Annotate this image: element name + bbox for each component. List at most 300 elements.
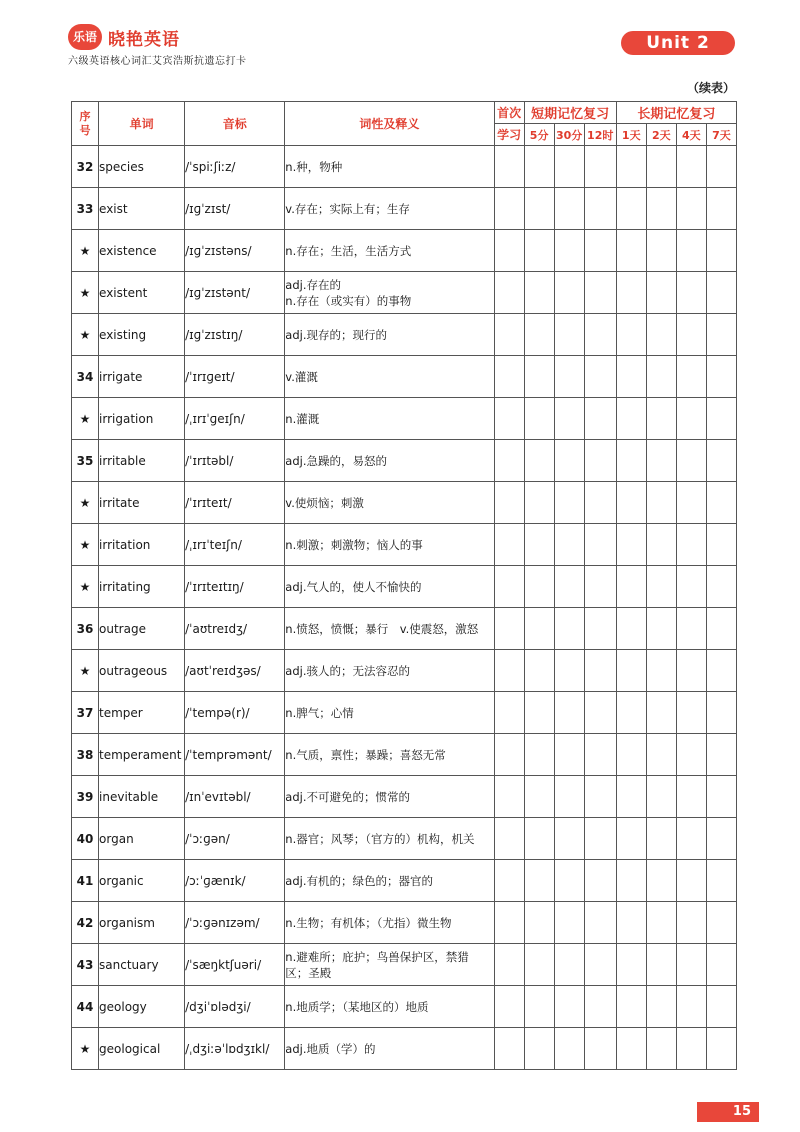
phonetic-cell: /ˈtemprəmənt/ [185, 734, 285, 776]
brand-name: 晓艳英语 [108, 29, 180, 50]
review-checkbox-long [646, 650, 676, 692]
review-checkbox-long [706, 734, 736, 776]
review-checkbox-short [524, 986, 554, 1028]
word-cell: existent [99, 272, 185, 314]
row-number: ★ [72, 650, 99, 692]
review-checkbox-short [554, 314, 584, 356]
meaning-line: adj.现存的；现行的 [285, 327, 387, 342]
review-checkbox-long [706, 146, 736, 188]
word-cell: temper [99, 692, 185, 734]
review-checkbox-short [554, 566, 584, 608]
review-checkbox-short [584, 188, 616, 230]
meaning-cell [285, 860, 494, 902]
review-checkbox-long [706, 230, 736, 272]
table-row [72, 272, 737, 314]
review-checkbox-short [554, 692, 584, 734]
review-checkbox-long [676, 902, 706, 944]
word-cell: irritating [99, 566, 185, 608]
review-checkbox-long [646, 440, 676, 482]
row-number: ★ [72, 1028, 99, 1070]
review-checkbox-long [646, 146, 676, 188]
review-checkbox-short [524, 188, 554, 230]
review-checkbox-short [584, 650, 616, 692]
header-first-bottom: 学习 [494, 124, 524, 146]
review-checkbox-first [494, 524, 524, 566]
word-cell: irrigate [99, 356, 185, 398]
review-checkbox-long [616, 1028, 646, 1070]
meaning-cell [285, 818, 494, 860]
review-checkbox-short [524, 776, 554, 818]
review-checkbox-long [616, 188, 646, 230]
word-cell: geology [99, 986, 185, 1028]
meaning-cell [285, 188, 494, 230]
review-checkbox-first [494, 230, 524, 272]
review-checkbox-long [616, 650, 646, 692]
review-checkbox-short [554, 818, 584, 860]
row-number: 42 [72, 902, 99, 944]
review-checkbox-first [494, 272, 524, 314]
review-checkbox-long [676, 398, 706, 440]
meaning-cell [285, 650, 494, 692]
meaning-cell [285, 272, 494, 314]
review-checkbox-short [584, 314, 616, 356]
word-cell: temperament [99, 734, 185, 776]
phonetic-cell: /ˈspiːʃiːz/ [185, 146, 285, 188]
phonetic-cell: /ɔːˈɡænɪk/ [185, 860, 285, 902]
table-row [72, 398, 737, 440]
review-checkbox-first [494, 608, 524, 650]
review-checkbox-first [494, 692, 524, 734]
review-checkbox-long [616, 440, 646, 482]
word-cell: geological [99, 1028, 185, 1070]
row-number: ★ [72, 314, 99, 356]
meaning-line: n.存在；生活，生活方式 [285, 243, 412, 258]
review-checkbox-short [554, 986, 584, 1028]
phonetic-cell: /ɪnˈevɪtəbl/ [185, 776, 285, 818]
header-long-col: 7天 [706, 124, 736, 146]
header-first-top: 首次 [494, 102, 524, 124]
row-number: 44 [72, 986, 99, 1028]
review-checkbox-first [494, 356, 524, 398]
meaning-cell [285, 944, 494, 986]
review-checkbox-long [706, 482, 736, 524]
review-checkbox-long [676, 1028, 706, 1070]
review-checkbox-short [584, 146, 616, 188]
review-checkbox-long [676, 944, 706, 986]
header-short-term: 短期记忆复习 [524, 102, 616, 124]
meaning-line: n.地质学；（某地区的）地质 [285, 999, 429, 1014]
meaning-cell [285, 440, 494, 482]
meaning-line: v.灌溉 [285, 369, 318, 384]
review-checkbox-long [616, 818, 646, 860]
table-row [72, 776, 737, 818]
review-checkbox-short [554, 650, 584, 692]
review-checkbox-short [554, 146, 584, 188]
header-phonetic: 音标 [185, 102, 285, 146]
review-checkbox-long [616, 524, 646, 566]
review-checkbox-long [706, 692, 736, 734]
row-number: 34 [72, 356, 99, 398]
review-checkbox-short [524, 1028, 554, 1070]
review-checkbox-first [494, 482, 524, 524]
review-checkbox-first [494, 188, 524, 230]
review-checkbox-short [584, 776, 616, 818]
review-checkbox-short [584, 230, 616, 272]
table-row [72, 566, 737, 608]
meaning-cell [285, 146, 494, 188]
review-checkbox-short [524, 398, 554, 440]
phonetic-cell: /ˈɪrɪɡeɪt/ [185, 356, 285, 398]
phonetic-cell: /ɪɡˈzɪstɪŋ/ [185, 314, 285, 356]
vocab-rows [72, 146, 737, 1070]
review-checkbox-long [706, 188, 736, 230]
review-checkbox-long [646, 398, 676, 440]
review-checkbox-short [554, 230, 584, 272]
review-checkbox-long [616, 314, 646, 356]
review-checkbox-long [646, 188, 676, 230]
review-checkbox-short [554, 608, 584, 650]
review-checkbox-long [706, 440, 736, 482]
row-number: ★ [72, 524, 99, 566]
review-checkbox-long [706, 608, 736, 650]
review-checkbox-short [524, 440, 554, 482]
review-checkbox-long [646, 524, 676, 566]
meaning-line: n.存在（或实有）的事物 [285, 293, 412, 308]
header-long-col: 4天 [676, 124, 706, 146]
review-checkbox-long [646, 272, 676, 314]
word-cell: existence [99, 230, 185, 272]
logo-badge-icon: 乐语 [68, 24, 102, 50]
review-checkbox-long [676, 482, 706, 524]
phonetic-cell: /ˈsæŋktʃuəri/ [185, 944, 285, 986]
row-number: ★ [72, 230, 99, 272]
review-checkbox-long [676, 146, 706, 188]
table-row [72, 314, 737, 356]
review-checkbox-short [584, 482, 616, 524]
review-checkbox-short [554, 944, 584, 986]
review-checkbox-short [554, 188, 584, 230]
review-checkbox-long [676, 650, 706, 692]
word-cell: irrigation [99, 398, 185, 440]
table-row [72, 188, 737, 230]
table-row [72, 524, 737, 566]
meaning-cell [285, 1028, 494, 1070]
review-checkbox-long [646, 314, 676, 356]
word-cell: irritate [99, 482, 185, 524]
phonetic-cell: /ˈɔːɡənɪzəm/ [185, 902, 285, 944]
review-checkbox-long [646, 818, 676, 860]
phonetic-cell: /ˈtempə(r)/ [185, 692, 285, 734]
review-checkbox-long [616, 482, 646, 524]
review-checkbox-long [676, 314, 706, 356]
review-checkbox-short [554, 482, 584, 524]
meaning-cell [285, 314, 494, 356]
continued-label: （续表） [686, 81, 735, 95]
table-row [72, 1028, 737, 1070]
table-row [72, 230, 737, 272]
review-checkbox-long [706, 650, 736, 692]
meaning-line: adj.气人的，使人不愉快的 [285, 579, 422, 594]
table-row [72, 146, 737, 188]
review-checkbox-long [676, 860, 706, 902]
phonetic-cell: /ɪɡˈzɪstəns/ [185, 230, 285, 272]
review-checkbox-short [524, 482, 554, 524]
header-short-col: 30分 [554, 124, 584, 146]
review-checkbox-first [494, 986, 524, 1028]
review-checkbox-short [524, 650, 554, 692]
meaning-line: n.灌溉 [285, 411, 320, 426]
review-checkbox-short [524, 356, 554, 398]
meaning-line: adj.骇人的；无法容忍的 [285, 663, 410, 678]
review-checkbox-first [494, 776, 524, 818]
review-checkbox-first [494, 650, 524, 692]
meaning-line: adj.急躁的，易怒的 [285, 453, 387, 468]
review-checkbox-short [584, 860, 616, 902]
review-checkbox-short [524, 272, 554, 314]
review-checkbox-long [616, 692, 646, 734]
meaning-cell [285, 356, 494, 398]
header-word: 单词 [99, 102, 185, 146]
row-number: 37 [72, 692, 99, 734]
review-checkbox-long [616, 734, 646, 776]
meaning-line: 区；圣殿 [285, 965, 332, 980]
review-checkbox-short [554, 272, 584, 314]
meaning-cell [285, 734, 494, 776]
meaning-line: adj.有机的；绿色的；器官的 [285, 873, 433, 888]
meaning-cell [285, 524, 494, 566]
meaning-cell [285, 230, 494, 272]
review-checkbox-first [494, 902, 524, 944]
review-checkbox-short [554, 1028, 584, 1070]
vocab-table [71, 101, 737, 1070]
review-checkbox-long [646, 986, 676, 1028]
review-checkbox-long [646, 692, 676, 734]
word-cell: irritable [99, 440, 185, 482]
review-checkbox-long [676, 524, 706, 566]
review-checkbox-long [616, 398, 646, 440]
review-checkbox-long [646, 608, 676, 650]
meaning-line: adj.不可避免的；惯常的 [285, 789, 410, 804]
review-checkbox-short [524, 146, 554, 188]
review-checkbox-long [646, 776, 676, 818]
meaning-line: n.种，物种 [285, 159, 343, 174]
review-checkbox-short [524, 230, 554, 272]
header-index: 序号 [72, 102, 99, 146]
table-row [72, 482, 737, 524]
meaning-cell [285, 482, 494, 524]
review-checkbox-long [676, 440, 706, 482]
row-number: ★ [72, 398, 99, 440]
review-checkbox-long [616, 902, 646, 944]
word-cell: outrage [99, 608, 185, 650]
phonetic-cell: /aʊtˈreɪdʒəs/ [185, 650, 285, 692]
review-checkbox-first [494, 734, 524, 776]
meaning-line: n.生物；有机体；（尤指）微生物 [285, 915, 452, 930]
row-number: ★ [72, 482, 99, 524]
meaning-cell [285, 566, 494, 608]
review-checkbox-long [676, 356, 706, 398]
review-checkbox-long [616, 146, 646, 188]
review-checkbox-long [646, 1028, 676, 1070]
review-checkbox-long [646, 356, 676, 398]
word-cell: organ [99, 818, 185, 860]
review-checkbox-first [494, 860, 524, 902]
meaning-line: n.气质，禀性；暴躁；喜怒无常 [285, 747, 446, 762]
meaning-cell [285, 398, 494, 440]
meaning-cell [285, 776, 494, 818]
review-checkbox-long [676, 734, 706, 776]
meaning-cell [285, 902, 494, 944]
review-checkbox-long [646, 944, 676, 986]
phonetic-cell: /ˈɔːɡən/ [185, 818, 285, 860]
review-checkbox-short [524, 314, 554, 356]
row-number: 38 [72, 734, 99, 776]
review-checkbox-long [616, 356, 646, 398]
row-number: 36 [72, 608, 99, 650]
meaning-line: adj.地质（学）的 [285, 1041, 376, 1056]
meaning-line: n.器官；风琴；（官方的）机构，机关 [285, 831, 475, 846]
review-checkbox-first [494, 944, 524, 986]
review-checkbox-long [616, 566, 646, 608]
review-checkbox-long [646, 902, 676, 944]
phonetic-cell: /ˈɪrɪteɪt/ [185, 482, 285, 524]
row-number: 43 [72, 944, 99, 986]
review-checkbox-long [646, 734, 676, 776]
meaning-line: n.脾气；心情 [285, 705, 354, 720]
row-number: 35 [72, 440, 99, 482]
row-number: 32 [72, 146, 99, 188]
table-row [72, 356, 737, 398]
review-checkbox-long [616, 944, 646, 986]
row-number: ★ [72, 272, 99, 314]
review-checkbox-first [494, 566, 524, 608]
row-number: 41 [72, 860, 99, 902]
review-checkbox-long [616, 272, 646, 314]
row-number: 33 [72, 188, 99, 230]
review-checkbox-short [524, 860, 554, 902]
review-checkbox-short [524, 902, 554, 944]
review-checkbox-short [554, 860, 584, 902]
review-checkbox-long [676, 692, 706, 734]
brand-logo [68, 24, 180, 50]
meaning-line: n.愤怒，愤慨；暴行 v.使震怒，激怒 [285, 621, 479, 636]
header-short-col: 5分 [524, 124, 554, 146]
table-row [72, 818, 737, 860]
phonetic-cell: /ɪɡˈzɪst/ [185, 188, 285, 230]
row-number: 39 [72, 776, 99, 818]
meaning-cell [285, 692, 494, 734]
review-checkbox-short [554, 440, 584, 482]
unit-badge: Unit 2 [621, 31, 735, 55]
review-checkbox-short [554, 776, 584, 818]
review-checkbox-long [706, 272, 736, 314]
review-checkbox-short [524, 692, 554, 734]
review-checkbox-short [524, 734, 554, 776]
table-row [72, 692, 737, 734]
phonetic-cell: /ɪɡˈzɪstənt/ [185, 272, 285, 314]
meaning-cell [285, 986, 494, 1028]
review-checkbox-short [524, 944, 554, 986]
review-checkbox-long [676, 608, 706, 650]
review-checkbox-first [494, 1028, 524, 1070]
review-checkbox-short [524, 524, 554, 566]
phonetic-cell: /ˈɪrɪtəbl/ [185, 440, 285, 482]
word-cell: outrageous [99, 650, 185, 692]
review-checkbox-short [524, 566, 554, 608]
review-checkbox-short [584, 398, 616, 440]
review-checkbox-short [584, 986, 616, 1028]
review-checkbox-short [584, 272, 616, 314]
word-cell: inevitable [99, 776, 185, 818]
word-cell: species [99, 146, 185, 188]
review-checkbox-long [616, 608, 646, 650]
review-checkbox-short [584, 692, 616, 734]
review-checkbox-long [706, 524, 736, 566]
review-checkbox-long [706, 902, 736, 944]
review-checkbox-short [524, 608, 554, 650]
review-checkbox-first [494, 398, 524, 440]
meaning-line: v.存在；实际上有；生存 [285, 201, 410, 216]
review-checkbox-short [584, 356, 616, 398]
word-cell: exist [99, 188, 185, 230]
review-checkbox-first [494, 314, 524, 356]
review-checkbox-first [494, 440, 524, 482]
header-long-col: 2天 [646, 124, 676, 146]
word-cell: irritation [99, 524, 185, 566]
review-checkbox-short [554, 356, 584, 398]
phonetic-cell: /dʒiˈɒlədʒi/ [185, 986, 285, 1028]
review-checkbox-short [584, 902, 616, 944]
review-checkbox-long [646, 230, 676, 272]
word-cell: organism [99, 902, 185, 944]
word-cell: sanctuary [99, 944, 185, 986]
review-checkbox-long [706, 818, 736, 860]
table-row [72, 608, 737, 650]
review-checkbox-long [706, 356, 736, 398]
review-checkbox-long [676, 818, 706, 860]
table-row [72, 986, 737, 1028]
row-number: ★ [72, 566, 99, 608]
phonetic-cell: /ˈɪrɪteɪtɪŋ/ [185, 566, 285, 608]
row-number: 40 [72, 818, 99, 860]
phonetic-cell: /ˌdʒiːəˈlɒdʒɪkl/ [185, 1028, 285, 1070]
table-row [72, 440, 737, 482]
phonetic-cell: /ˈaʊtreɪdʒ/ [185, 608, 285, 650]
table-row [72, 734, 737, 776]
meaning-line: v.使烦恼；刺激 [285, 495, 364, 510]
page-number: 15 [697, 1102, 759, 1122]
review-checkbox-long [676, 566, 706, 608]
review-checkbox-long [706, 1028, 736, 1070]
meaning-line: n.刺激；刺激物；恼人的事 [285, 537, 423, 552]
review-checkbox-short [584, 440, 616, 482]
review-checkbox-short [554, 524, 584, 566]
meaning-cell [285, 608, 494, 650]
table-row [72, 902, 737, 944]
word-cell: existing [99, 314, 185, 356]
book-subtitle: 六级英语核心词汇艾宾浩斯抗遗忘打卡 [68, 56, 247, 67]
review-checkbox-long [676, 230, 706, 272]
review-checkbox-short [584, 944, 616, 986]
review-checkbox-short [584, 818, 616, 860]
review-checkbox-long [676, 986, 706, 1028]
review-checkbox-long [706, 944, 736, 986]
review-checkbox-first [494, 818, 524, 860]
header-long-col: 1天 [616, 124, 646, 146]
review-checkbox-long [646, 860, 676, 902]
review-checkbox-long [706, 314, 736, 356]
meaning-line: adj.存在的 [285, 277, 341, 292]
